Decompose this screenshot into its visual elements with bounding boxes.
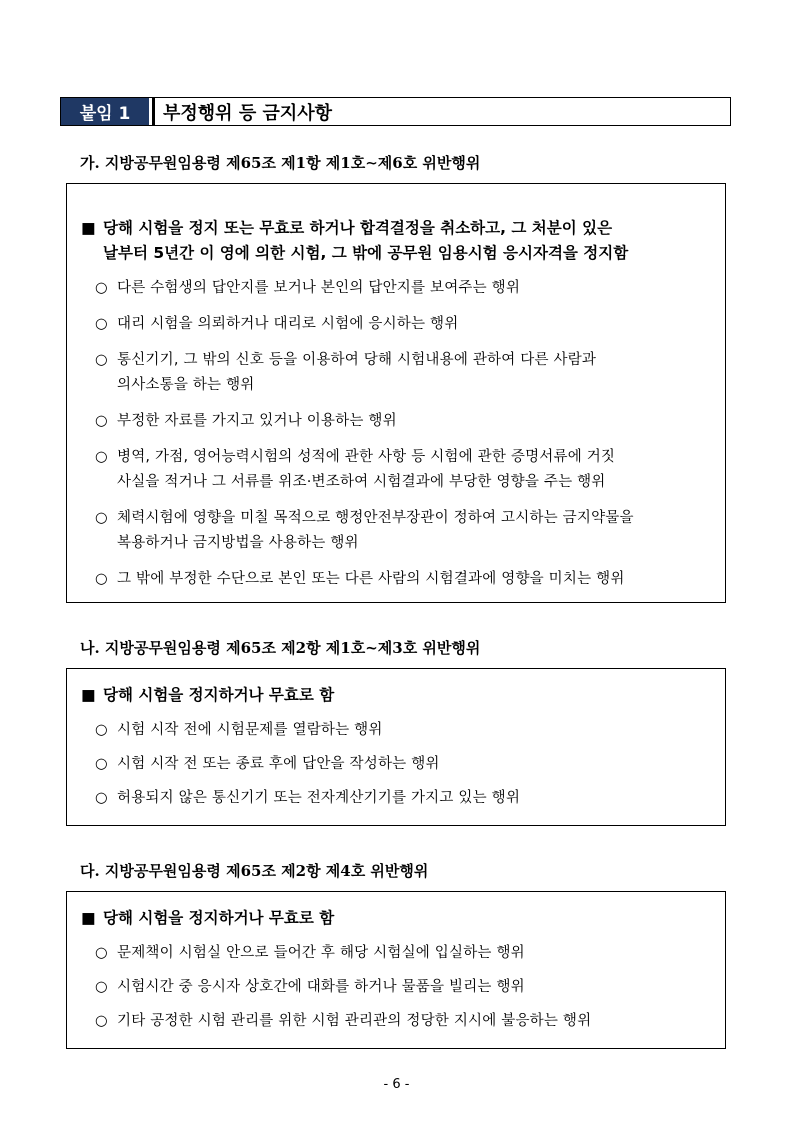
list-item: ○ 허용되지 않은 통신기기 또는 전자계산기기를 가지고 있는 행위 bbox=[81, 786, 715, 811]
list-item: ○ 다른 수험생의 답안지를 보거나 본인의 답안지를 보여주는 행위 bbox=[81, 276, 715, 301]
list-item: ○ 그 밖에 부정한 수단으로 본인 또는 다른 사람의 시험결과에 영향을 미치는 행위 bbox=[81, 567, 715, 592]
circle-bullet-icon: ○ bbox=[95, 352, 108, 368]
penalty-statement bbox=[81, 216, 715, 241]
circle-bullet-icon: ○ bbox=[95, 722, 108, 738]
penalty-statement-cont bbox=[81, 241, 715, 266]
list-item: ○ 부정한 자료를 가지고 있거나 이용하는 행위 bbox=[81, 409, 715, 434]
title-bar bbox=[60, 97, 731, 126]
section-heading-a: 가. 지방공무원임용령 제65조 제1항 제1호∼제6호 위반행위 bbox=[80, 154, 481, 172]
list-item: ○ 문제책이 시험실 안으로 들어간 후 해당 시험실에 입실하는 행위 bbox=[81, 941, 715, 966]
circle-bullet-icon: ○ bbox=[95, 756, 108, 772]
list-item: ○ 시험시간 중 응시자 상호간에 대화를 하거나 물품을 빌리는 행위 bbox=[81, 975, 715, 1000]
section-box-a bbox=[66, 183, 726, 603]
square-bullet-icon: ■ bbox=[81, 909, 96, 927]
attachment-tag: 붙임 1 bbox=[61, 98, 152, 125]
circle-bullet-icon: ○ bbox=[95, 571, 108, 587]
section-heading-b: 나. 지방공무원임용령 제65조 제2항 제1호~제3호 위반행위 bbox=[80, 639, 481, 657]
list-item-cont: 복용하거나 금지방법을 사용하는 행위 bbox=[117, 535, 359, 551]
list-item: ○ 체력시험에 영향을 미칠 목적으로 행정안전부장관이 정하여 고시하는 금지약물을 bbox=[81, 506, 715, 531]
circle-bullet-icon: ○ bbox=[95, 979, 108, 995]
page-title: 부정행위 등 금지사항 bbox=[163, 102, 333, 124]
circle-bullet-icon: ○ bbox=[95, 790, 108, 806]
penalty-line-1: 당해 시험을 정지 또는 무효로 하거나 합격결정을 취소하고, 그 처분이 있은 bbox=[103, 219, 613, 237]
square-bullet-icon: ■ bbox=[81, 219, 96, 237]
circle-bullet-icon: ○ bbox=[95, 413, 108, 429]
section-box-b bbox=[66, 668, 726, 826]
circle-bullet-icon: ○ bbox=[95, 449, 108, 465]
penalty-statement: ■ 당해 시험을 정지하거나 무효로 함 bbox=[81, 683, 715, 708]
section-box-c bbox=[66, 891, 726, 1049]
circle-bullet-icon: ○ bbox=[95, 280, 108, 296]
penalty-line-2: 날부터 5년간 이 영에 의한 시험, 그 밖에 공무원 임용시험 응시자격을 정지함 bbox=[103, 244, 629, 262]
list-item: ○ 병역, 가점, 영어능력시험의 성적에 관한 사항 등 시험에 관한 증명서류에 거짓 bbox=[81, 445, 715, 470]
list-item-cont: 의사소통을 하는 행위 bbox=[117, 377, 255, 393]
list-item: ○ 시험 시작 전에 시험문제를 열람하는 행위 bbox=[81, 718, 715, 743]
list-item-cont: 사실을 적거나 그 서류를 위조·변조하여 시험결과에 부당한 영향을 주는 행위 bbox=[117, 474, 606, 490]
list-item: ○ 기타 공정한 시험 관리를 위한 시험 관리관의 정당한 지시에 불응하는 행위 bbox=[81, 1009, 715, 1034]
circle-bullet-icon: ○ bbox=[95, 316, 108, 332]
list-item: ○ 대리 시험을 의뢰하거나 대리로 시험에 응시하는 행위 bbox=[81, 312, 715, 337]
circle-bullet-icon: ○ bbox=[95, 945, 108, 961]
section-heading-c: 다. 지방공무원임용령 제65조 제2항 제4호 위반행위 bbox=[80, 862, 429, 880]
list-item: ○ 시험 시작 전 또는 종료 후에 답안을 작성하는 행위 bbox=[81, 752, 715, 777]
circle-bullet-icon: ○ bbox=[95, 510, 108, 526]
list-item: ○ 통신기기, 그 밖의 신호 등을 이용하여 당해 시험내용에 관하여 다른 사람과 bbox=[81, 348, 715, 373]
page-number: - 6 - bbox=[383, 1077, 410, 1092]
penalty-statement: ■ 당해 시험을 정지하거나 무효로 함 bbox=[81, 906, 715, 931]
circle-bullet-icon: ○ bbox=[95, 1013, 108, 1029]
square-bullet-icon: ■ bbox=[81, 686, 96, 704]
